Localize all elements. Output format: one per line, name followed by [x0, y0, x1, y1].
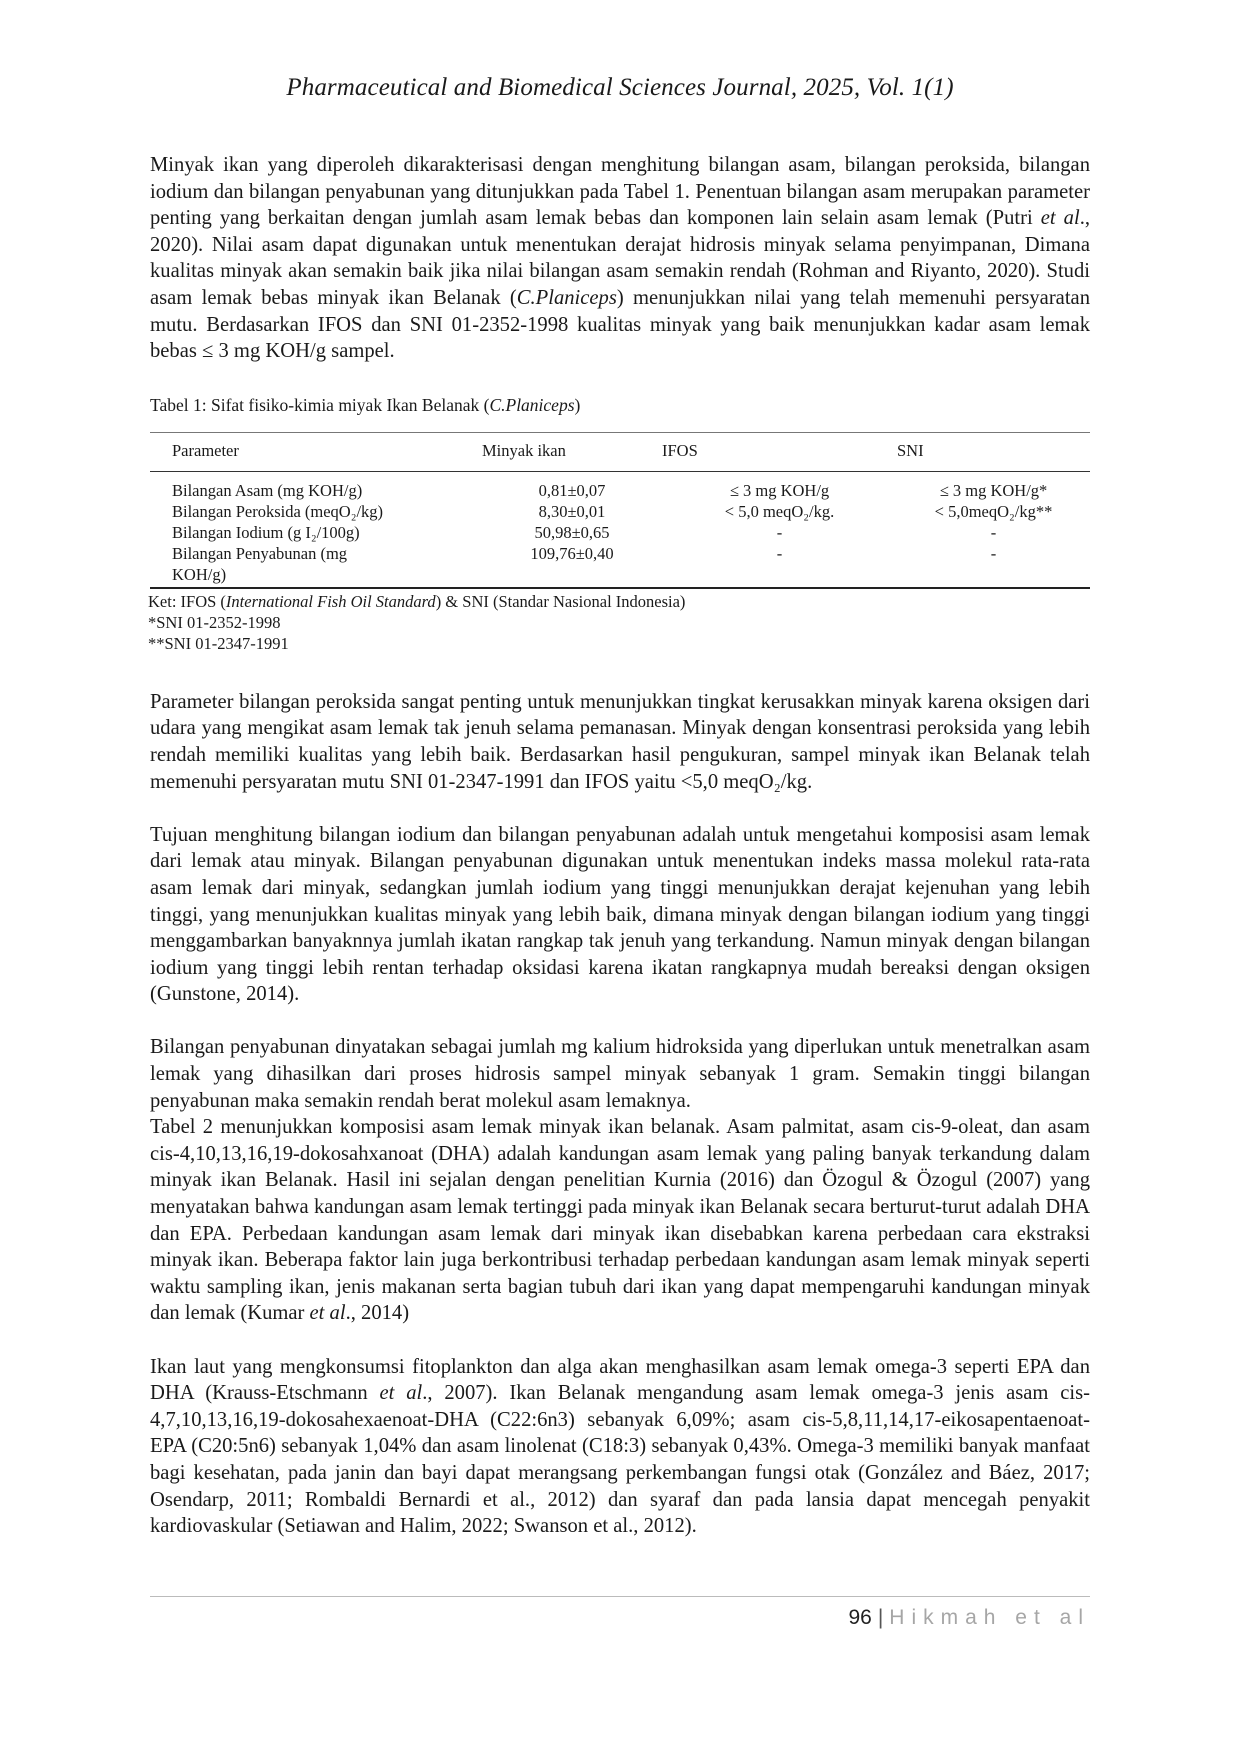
table-cell: 8,30±0,01	[538, 501, 606, 521]
paragraph-acid-value	[150, 152, 1090, 365]
text-run: ., 2007). Ikan Belanak mengandung asam lemak omega-3 jenis asam cis-4,7,10,13,16,19-dokosahexaenoat-DHA (C22:6n3) sebanyak 6,09%; asam cis-5,8,11,14,17-eikosapentaenoat-EPA (C20:5n6) sebanyak 1,04% dan asam linolenat (C18:3) sebanyak 0,43%. Omega-3 memiliki banyak manfaat bagi kesehatan, pada janin dan bayi dapat merangsang perkembangan fungsi otak (González and Báez, 2017; Osendarp, 2011; Rombaldi Bernardi et al., 2012) dan syaraf dan pada lansia dapat mencegah penyakit kardiovaskular (Setiawan and Halim, 2022; Swanson et al., 2012).	[150, 1382, 1090, 1538]
table-row	[150, 501, 1090, 522]
caption-text: )	[574, 394, 581, 415]
footer-separator: |	[877, 1606, 884, 1629]
table-cell	[662, 564, 897, 588]
text-run: ., 2014)	[345, 1302, 410, 1325]
table-cell: -	[990, 543, 997, 563]
page-footer	[848, 1606, 1090, 1630]
paragraph-saponification: Bilangan penyabunan dinyatakan sebagai jumlah mg kalium hidroksida yang diperlukan untuk menetralkan asam lemak yang dihasilkan dari proses hidrosis sampel minyak sebanyak 1 gram. Semakin tinggi bilangan penyabunan maka semakin rendah berat molekul asam lemaknya.	[150, 1036, 1090, 1112]
table-caption	[150, 395, 1090, 416]
table-cell: ≤ 3 mg KOH/g	[729, 480, 830, 500]
article-body	[150, 152, 1090, 1540]
table-row	[150, 471, 1090, 501]
table-header-row	[150, 432, 1090, 471]
table-cell: Bilangan Penyabunan (mg	[172, 543, 348, 563]
text-run: Ikan laut yang mengkonsumsi fitoplankton dan alga akan menghasilkan asam lemak omega-3 seperti EPA dan DHA (Krauss-Etschmann	[150, 1355, 1090, 1405]
table-row	[150, 543, 1090, 564]
italic-run: et al	[1040, 207, 1080, 230]
paragraph-peroxide: Parameter bilangan peroksida sangat penting untuk menunjukkan tingkat kerusakkan minyak karena oksigen dari udara yang mengikat asam lemak tak jenuh selama pemanasan. Minyak dengan konsentrasi peroksida yang lebih rendah memiliki kualitas yang lebih baik. Berdasarkan hasil pengukuran, sampel minyak ikan Belanak telah memenuhi persyaratan mutu SNI 01-2347-1991 dan IFOS yaitu <5,0 meqO₂/kg.	[150, 690, 1090, 793]
table-cell: ≤ 3 mg KOH/g*	[939, 480, 1048, 500]
table-cell: Bilangan Iodium (g I₂/100g)	[172, 522, 360, 542]
table-cell: 50,98±0,65	[534, 522, 610, 542]
table-notes	[148, 591, 1090, 654]
footer-author: Hikmah et al	[889, 1606, 1090, 1629]
footer-rule	[150, 1596, 1090, 1597]
paragraph-iodine: Tujuan menghitung bilangan iodium dan bilangan penyabunan adalah untuk mengetahui komposisi asam lemak dari lemak atau minyak. Bilangan penyabunan digunakan untuk menentukan indeks massa molekul rata-rata asam lemak dari minyak, sedangkan jumlah iodium yang tinggi menunjukkan derajat kejenuhan yang lebih tinggi, yang menunjukkan kualitas minyak yang lebih baik, dimana minyak dengan bilangan iodium yang tinggi menggambarkan banyaknnya jumlah ikatan rangkap tak jenuh yang terkandung. Namun minyak dengan bilangan iodium yang tinggi lebih rentan terhadap oksidasi karena ikatan rangkapnya mudah bereaksi dengan oksigen (Gunstone, 2014).	[150, 823, 1090, 1006]
table-row	[150, 564, 1090, 588]
table-cell: -	[990, 522, 997, 542]
caption-italic: C.Planiceps	[489, 394, 575, 415]
physicochemical-table	[150, 432, 1090, 589]
table-cell: 109,76±0,40	[530, 543, 614, 563]
table-cell: -	[776, 543, 783, 563]
column-header: SNI	[897, 432, 1090, 471]
note-text: ) & SNI (Standar Nasional Indonesia)	[435, 591, 686, 611]
table-note: *SNI 01-2352-1998	[148, 612, 281, 632]
text-run: ., 2020). Nilai asam dapat digunakan untuk menentukan derajat hidrosis minyak selama penyimpanan, Dimana kualitas minyak akan semakin baik jika nilai bilangan asam semakin rendah (Rohman and Riyanto, 2020). Studi asam lemak bebas minyak ikan Belanak (	[150, 207, 1090, 309]
text-run: ) menunjukkan nilai yang telah memenuhi persyaratan mutu. Berdasarkan IFOS dan SNI 01-2352-1998 kualitas minyak yang baik menunjukkan kadar asam lemak bebas ≤ 3 mg KOH/g sampel.	[150, 286, 1090, 363]
table-cell: 0,81±0,07	[538, 480, 606, 500]
table-cell: KOH/g)	[150, 564, 482, 588]
page-number: 96	[848, 1606, 872, 1629]
column-header: Parameter	[150, 432, 482, 471]
journal-header: Pharmaceutical and Biomedical Sciences Journal, 2025, Vol. 1(1)	[286, 74, 954, 101]
italic-run: et al	[379, 1382, 423, 1405]
caption-text: Tabel 1: Sifat fisiko-kimia miyak Ikan Belanak (	[150, 394, 490, 415]
table-cell	[897, 564, 1090, 588]
column-header: IFOS	[662, 432, 897, 471]
italic-run: C.Planiceps	[516, 286, 617, 309]
paragraph-omega3	[150, 1354, 1090, 1540]
table-note: **SNI 01-2347-1991	[148, 633, 289, 653]
table-cell: < 5,0 meqO₂/kg.	[724, 501, 835, 521]
note-text: Ket: IFOS (	[148, 591, 226, 611]
table-cell: -	[776, 522, 783, 542]
table-cell: Bilangan Peroksida (meqO₂/kg)	[172, 501, 384, 521]
text-run: Minyak ikan yang diperoleh dikarakterisasi dengan menghitung bilangan asam, bilangan peroksida, bilangan iodium dan bilangan penyabunan yang ditunjukkan pada Tabel 1. Penentuan bilangan asam merupakan parameter penting yang berkaitan dengan jumlah asam lemak bebas dan komponen lain selain asam lemak (Putri	[150, 154, 1090, 230]
paragraph-fatty-acid-composition	[150, 1114, 1090, 1327]
table-row	[150, 522, 1090, 543]
column-header: Minyak ikan	[482, 432, 662, 471]
text-run: Tabel 2 menunjukkan komposisi asam lemak minyak ikan belanak. Asam palmitat, asam cis-9-oleat, dan asam cis-4,10,13,16,19-dokosahxanoat (DHA) adalah kandungan asam lemak yang paling banyak terkandung dalam minyak ikan Belanak. Hasil ini sejalan dengan penelitian Kurnia (2016) dan Özogul & Özogul (2007) yang menyatakan bahwa kandungan asam lemak tertinggi pada minyak ikan Belanak secara berturut-turut adalah DHA dan EPA. Perbedaan kandungan asam lemak dari minyak ikan disebabkan karena perbedaan cara ekstraksi minyak ikan. Beberapa faktor lain juga berkontribusi terhadap perbedaan kandungan asam lemak minyak seperti waktu sampling ikan, jenis makanan serta bagian tubuh dari ikan yang dapat mempengaruhi kandungan minyak dan lemak (Kumar	[150, 1116, 1090, 1325]
italic-run: et al	[309, 1302, 346, 1325]
table-cell	[482, 564, 662, 588]
table-note	[148, 591, 1090, 612]
table-cell: < 5,0meqO₂/kg**	[934, 501, 1053, 521]
note-italic: International Fish Oil Standard	[225, 591, 436, 611]
table-cell: Bilangan Asam (mg KOH/g)	[172, 480, 363, 500]
